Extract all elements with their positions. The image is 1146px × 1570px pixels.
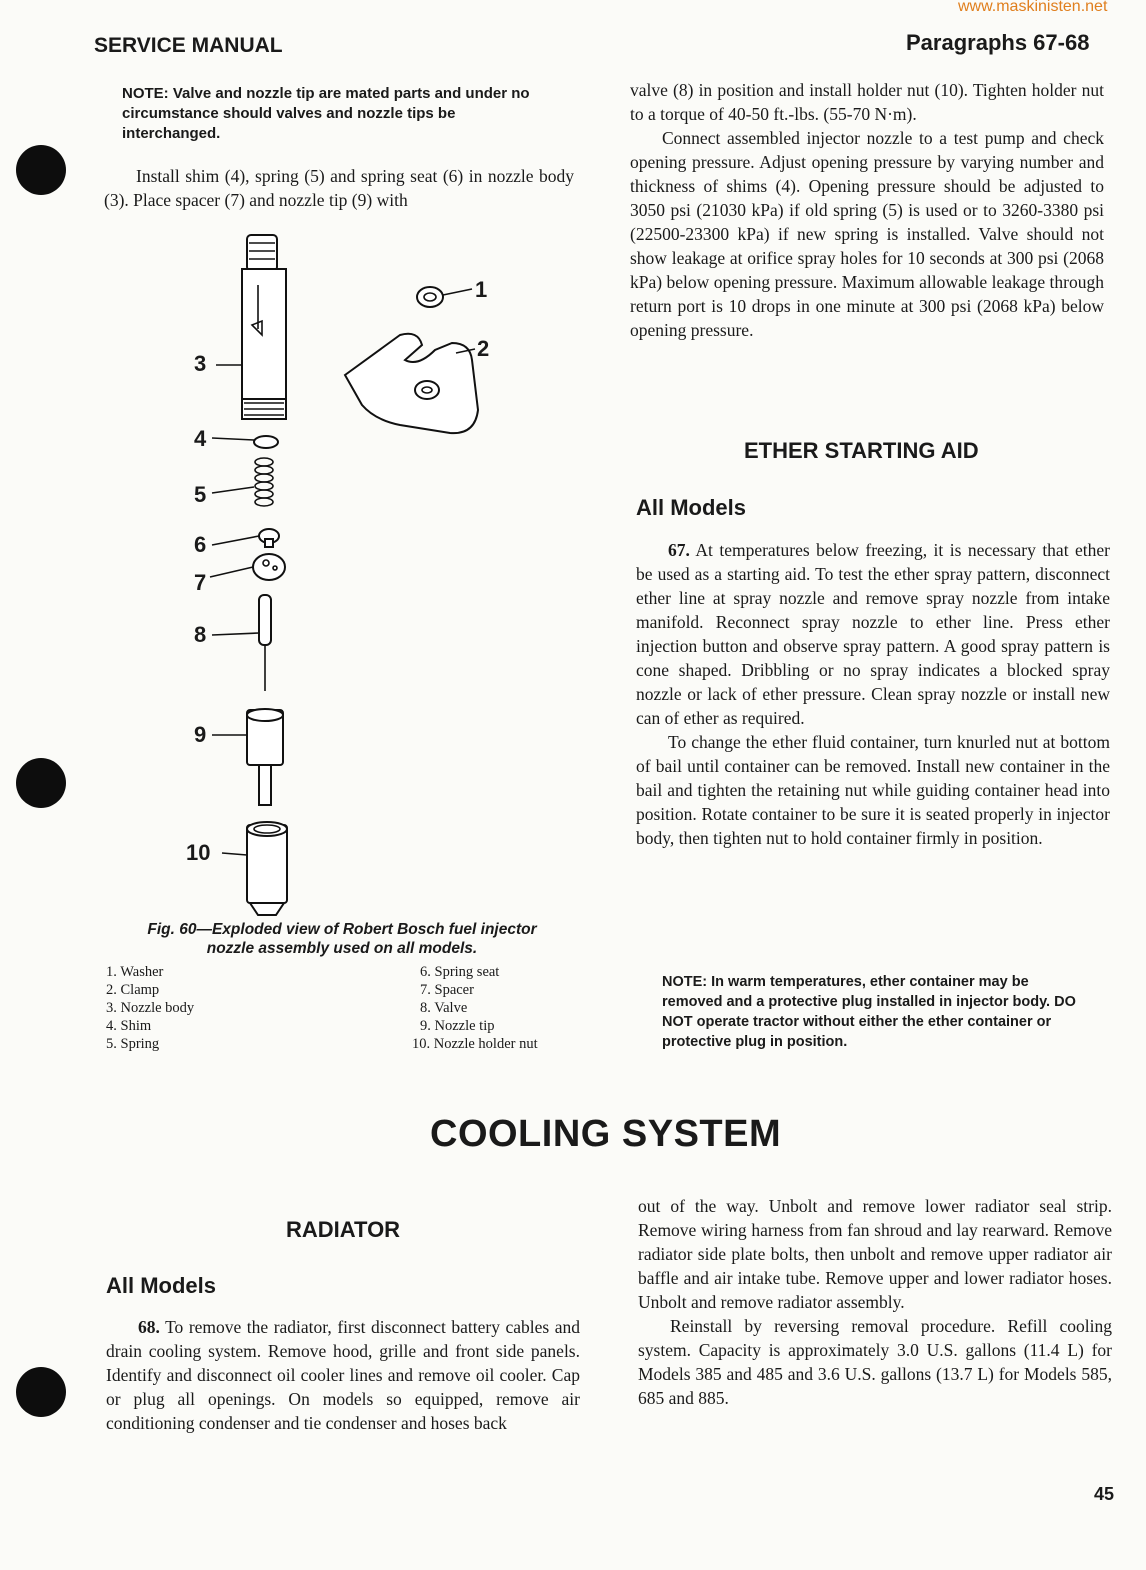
injector-exploded-view: [100, 225, 580, 925]
pressure-paragraph: Connect assembled injector nozzle to a test pump and check opening pressure. Adjust opening pressure by varying number and thickness of shims (4). Opening pressure should be adjusted to 3050 psi (21030 kPa) if old spring (5) is used or to 3260-3380 psi (22500-23300 kPa) if new spring is installed. Valve should not show leakage at orifice spray holes for 10 seconds at 300 psi (2068 kPa) below opening pressure. Maximum allowable leakage through return port is 10 drops in one minute at 300 psi (2068 kPa) below opening pressure.: [630, 128, 1104, 340]
legend-item: 10. Nozzle holder nut: [412, 1036, 538, 1052]
figure-caption-line-2: nozzle assembly used on all models.: [206, 940, 478, 957]
legend-item: 4. Shim: [106, 1018, 152, 1034]
ether-container-paragraph: To change the ether fluid container, turn knurled nut at bottom of bail until container can be removed. Install new container in the bail and tighten the retaining nut while guiding container head into position. Rotate container to be sure it is seated properly in injector body, then tighten nut to hold container firmly in position.: [636, 732, 1110, 848]
spring-seat-drawing: [259, 529, 279, 547]
torque-paragraph: valve (8) in position and install holder nut (10). Tighten holder nut to a torque of 40-50 ft.-lbs. (55-70 N·m).: [630, 80, 1104, 124]
legend-right: [412, 963, 538, 1053]
figure-caption-line-1: Fig. 60—Exploded view of Robert Bosch fuel injector: [147, 921, 537, 938]
paragraph-68-text: To remove the radiator, first disconnect battery cables and drain cooling system. Remove hood, grille and front side panels. Identify and disconnect oil cooler lines and remove oil cooler. Cap or plug all openings. On models so equipped, remove air conditioning condenser and tie condenser and hoses back: [106, 1317, 580, 1433]
callout-9: 9: [194, 722, 207, 747]
legend-left: [106, 963, 194, 1053]
paragraph-68-continued: [638, 1194, 1112, 1410]
nozzle-body-drawing: [242, 235, 286, 419]
radiator-removal-continued: out of the way. Unbolt and remove lower radiator seal strip. Remove wiring harness from fan shroud and lay rearward. Remove radiator side plate bolts, then unbolt and remove upper radiator air baffle and air intake tube. Remove upper and lower radiator hoses. Unbolt and remove radiator assembly.: [638, 1196, 1112, 1312]
nozzle-tip-drawing: [247, 709, 283, 805]
header-paragraphs: Paragraphs 67-68: [906, 30, 1090, 55]
paragraph-67: [636, 538, 1110, 730]
legend-item: 9. Nozzle tip: [420, 1018, 495, 1034]
figure-caption: [100, 920, 584, 958]
paragraph-68: [106, 1315, 580, 1435]
cooling-system-title: COOLING SYSTEM: [430, 1113, 782, 1155]
watermark: www.maskinisten.net: [958, 0, 1108, 15]
legend-item: 3. Nozzle body: [106, 1000, 195, 1016]
paragraph-67-number: 67.: [668, 540, 690, 560]
spring-drawing: [255, 458, 273, 506]
valve-drawing: [259, 595, 271, 691]
legend-item: 8. Valve: [420, 1000, 468, 1016]
callout-1: 1: [475, 277, 488, 302]
ether-paragraphs: [636, 538, 1110, 850]
holder-nut-drawing: [247, 822, 287, 915]
callout-5: 5: [194, 482, 207, 507]
legend-item: 5. Spring: [106, 1036, 160, 1052]
page-number: 45: [1094, 1484, 1115, 1504]
valve-nozzle-note: NOTE: Valve and nozzle tip are mated parts and under no circumstance should valves and nozzle tips be interchanged.: [122, 85, 530, 142]
ether-all-models: All Models: [636, 495, 747, 520]
callout-4: 4: [194, 426, 207, 451]
callout-6: 6: [194, 532, 207, 557]
ether-heading: ETHER STARTING AID: [744, 438, 979, 463]
callout-3: 3: [194, 351, 207, 376]
callout-10: 10: [186, 840, 211, 865]
paragraph-67-text: At temperatures below freezing, it is necessary that ether be used as a starting aid. To test the ether spray pattern, disconnect ether line at spray nozzle and remove spray nozzle from intake manifold. Reconnect spray nozzle to ether line. Press ether injection button and observe spray pattern. A good spray pattern is cone shaped. Dribbling or no spray indicates a blocked spray nozzle or lack of ether pressure. Clean spray nozzle or install new can of ether as required.: [636, 540, 1110, 728]
washer-drawing: [417, 287, 443, 307]
paragraph-68-number: 68.: [138, 1317, 160, 1337]
radiator-heading: RADIATOR: [286, 1217, 401, 1242]
legend-item: 1. Washer: [106, 964, 164, 980]
punch-hole-top: [16, 145, 66, 195]
legend-item: 2. Clamp: [106, 982, 160, 998]
callout-7: 7: [194, 570, 207, 595]
legend-item: 6. Spring seat: [420, 964, 500, 980]
clamp-drawing: [345, 334, 478, 433]
right-column-top: [630, 78, 1104, 342]
callout-2: 2: [477, 336, 490, 361]
legend-item: 7. Spacer: [420, 982, 474, 998]
spacer-drawing: [253, 554, 285, 580]
shim-drawing: [254, 436, 278, 448]
paragraph-68-block: [106, 1315, 580, 1435]
install-paragraph: [104, 164, 574, 212]
radiator-all-models: All Models: [106, 1273, 217, 1298]
radiator-reinstall: Reinstall by reversing removal procedure. Refill cooling system. Capacity is approximately 3.0 U.S. gallons (11.4 L) for Models 385 and 485 and 3.6 U.S. gallons (13.7 L) for Models 585, 685 and 885.: [638, 1316, 1112, 1408]
callout-8: 8: [194, 622, 207, 647]
header-left-title: SERVICE MANUAL: [94, 34, 283, 57]
ether-note: NOTE: In warm temperatures, ether container may be removed and a protective plug installed in injector body. DO NOT operate tractor without either the ether container or protective plug in position.: [662, 974, 1076, 1050]
punch-hole-middle: [16, 758, 66, 808]
install-text: Install shim (4), spring (5) and spring seat (6) in nozzle body (3). Place spacer (7) and nozzle tip (9) with: [104, 166, 574, 210]
punch-hole-bottom: [16, 1367, 66, 1417]
